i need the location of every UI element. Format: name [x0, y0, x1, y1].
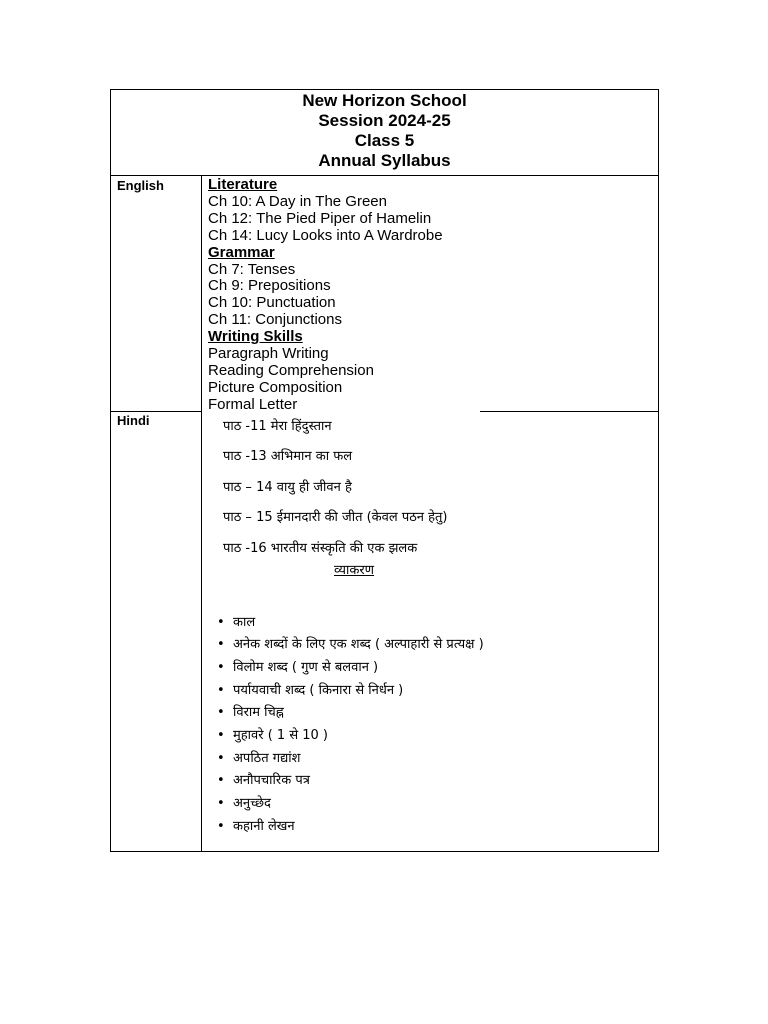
- writing-item: Formal Letter: [208, 395, 298, 413]
- hindi-grammar-heading: व्याकरण: [334, 562, 375, 578]
- writing-skills-heading: Writing Skills: [208, 328, 303, 346]
- grammar-heading: Grammar: [208, 243, 275, 261]
- hindi-lesson: पाठ – 14 वायु ही जीवन है: [223, 479, 352, 495]
- literature-heading: Literature: [208, 176, 278, 193]
- grammar-item: Ch 7: Tenses: [208, 260, 296, 278]
- column-divider: [201, 176, 202, 851]
- row-divider-left: [111, 411, 201, 412]
- hindi-syllabus: [223, 420, 643, 842]
- class-label: Class 5: [354, 131, 415, 150]
- list-item: • अनुच्छेद: [217, 797, 643, 820]
- hindi-grammar-list: [217, 616, 643, 843]
- list-item: • पर्यायवाची शब्द ( किनारा से निर्धन ): [217, 684, 643, 707]
- writing-item: Paragraph Writing: [208, 345, 329, 363]
- table-header: [111, 90, 658, 176]
- list-item: • अपठित गद्यांश: [217, 752, 643, 775]
- session-label: Session 2024-25: [318, 111, 451, 130]
- grammar-item: Ch 10: Punctuation: [208, 294, 336, 312]
- hindi-lesson: पाठ – 15 ईमानदारी की जीत (केवल पठन हेतु): [223, 510, 448, 526]
- hindi-lesson: पाठ -13 अभिमान का फल: [223, 449, 353, 465]
- literature-item: Ch 10: A Day in The Green: [208, 192, 387, 210]
- list-item: • विलोम शब्द ( गुण से बलवान ): [217, 661, 643, 684]
- subject-english: English: [117, 178, 164, 193]
- list-item: • मुहावरे ( 1 से 10 ): [217, 729, 643, 752]
- list-item: • अनेक शब्दों के लिए एक शब्द ( अल्पाहारी से प्रत्यक्ष ): [217, 638, 643, 661]
- hindi-lesson: पाठ -11 मेरा हिंदुस्तान: [223, 419, 332, 434]
- list-item: • कहानी लेखन: [217, 820, 643, 843]
- english-syllabus: [208, 177, 648, 414]
- list-item: • अनौपचारिक पत्र: [217, 774, 643, 797]
- literature-item: Ch 12: The Pied Piper of Hamelin: [208, 209, 432, 227]
- grammar-item: Ch 9: Prepositions: [208, 277, 331, 295]
- writing-item: Reading Comprehension: [208, 361, 374, 379]
- hindi-lesson: पाठ -16 भारतीय संस्कृति की एक झलक: [223, 540, 418, 556]
- syllabus-table: [110, 89, 659, 852]
- list-item: • विराम चिह्न: [217, 706, 643, 729]
- syllabus-title: Annual Syllabus: [318, 151, 451, 170]
- writing-item: Picture Composition: [208, 378, 343, 396]
- list-item: • काल: [217, 616, 643, 639]
- grammar-item: Ch 11: Conjunctions: [208, 311, 342, 329]
- subject-hindi: Hindi: [117, 413, 150, 428]
- literature-item: Ch 14: Lucy Looks into A Wardrobe: [208, 226, 443, 244]
- school-name: New Horizon School: [302, 91, 467, 110]
